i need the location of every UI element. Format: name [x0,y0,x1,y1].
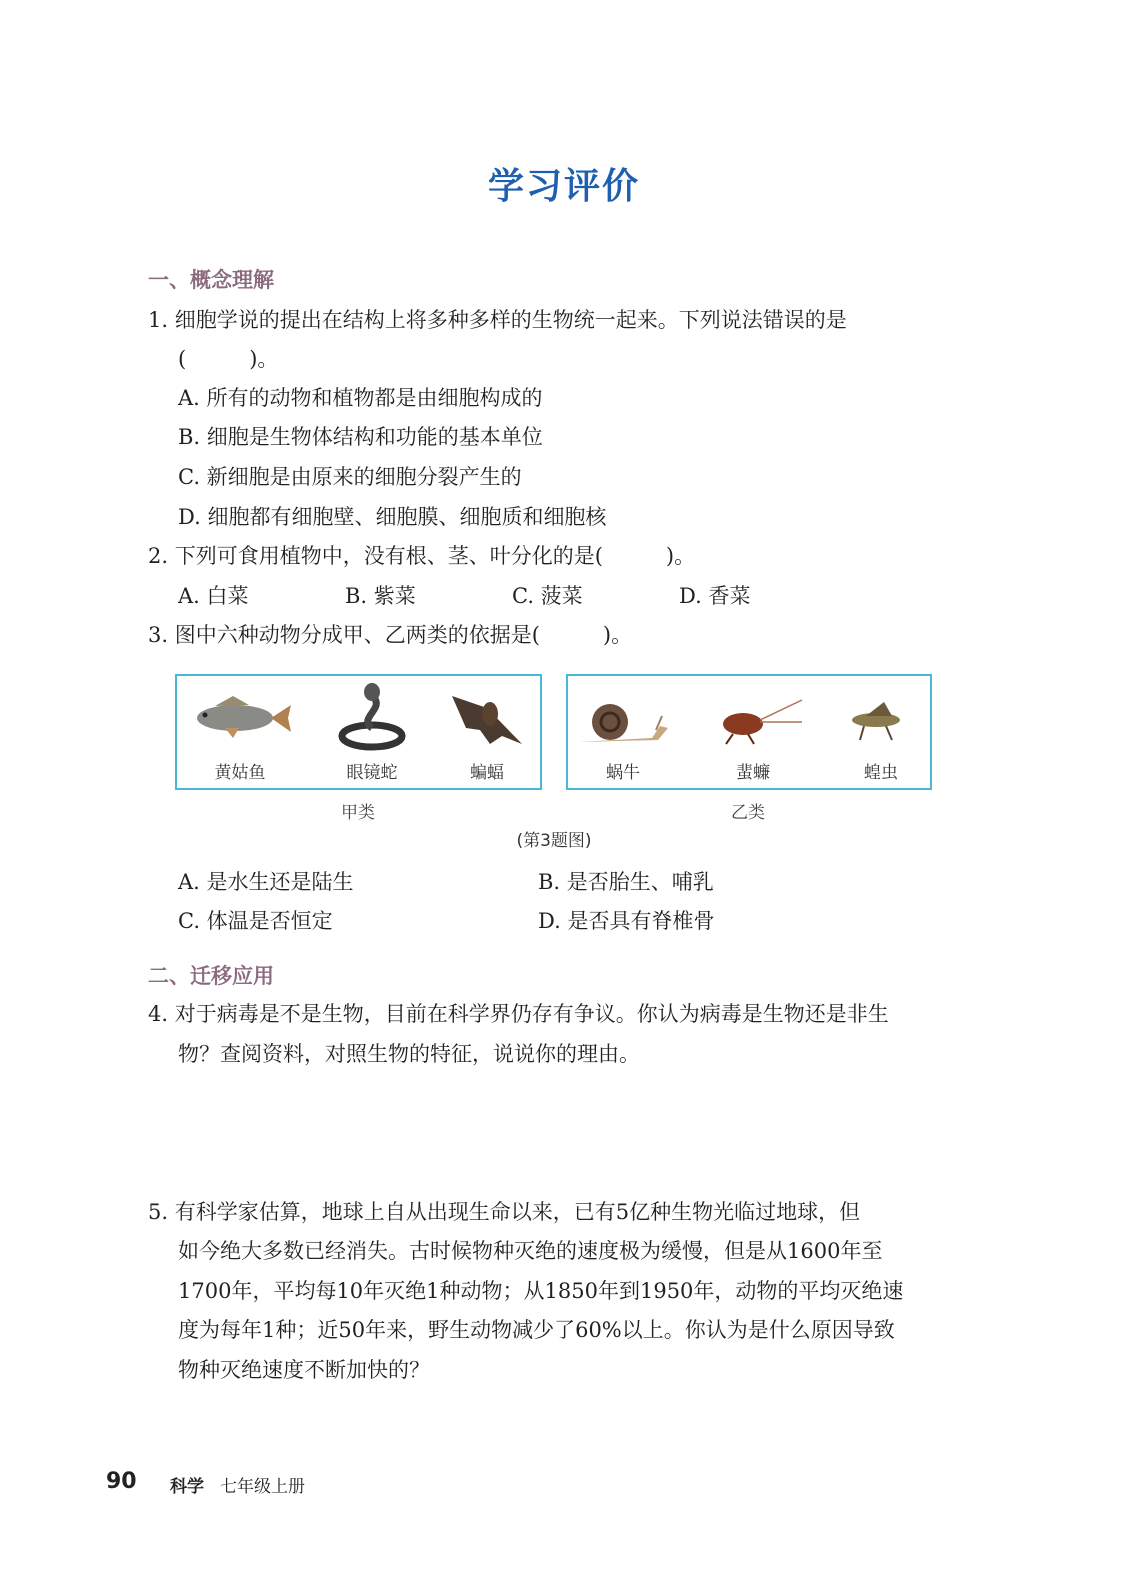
question-1-option-c: C. 新细胞是由原来的细胞分裂产生的 [178,465,522,489]
question-2-option-d: D. 香菜 [679,584,751,608]
group-jia-label: 甲类 [341,803,375,823]
animal-label: 蝗虫 [864,763,898,783]
question-3-option-b: B. 是否胎生、哺乳 [538,870,714,894]
group-yi-label: 乙类 [731,803,765,823]
animal-label: 蜚蠊 [736,763,770,783]
question-5-line-3: 1700年，平均每10年灭绝1种动物；从1850年到1950年，动物的平均灭绝速 [178,1279,904,1303]
question-2-text: 2. 下列可食用植物中，没有根、茎、叶分化的是( )。 [148,544,696,568]
group-jia-box [175,674,542,790]
question-1-option-b: B. 细胞是生物体结构和功能的基本单位 [178,425,543,449]
page-title: 学习评价 [487,166,640,207]
question-2-options [178,581,878,611]
animal-label: 眼镜蛇 [346,763,398,783]
question-3-option-a: A. 是水生还是陆生 [178,870,354,894]
animal-label: 黄姑鱼 [214,763,266,783]
question-3-options-row2 [178,906,878,936]
question-4-text: 4. 对于病毒是不是生物，目前在科学界仍存有争议。你认为病毒是生物还是非生 [148,1002,889,1026]
animal-bat [432,678,542,783]
fish-icon [185,678,295,754]
animal-locust [826,678,936,783]
section-heading-application: 二、迁移应用 [148,964,274,988]
bat-icon [432,678,542,754]
question-2-option-c: C. 菠菜 [512,584,583,608]
subject-label: 科学 [170,1477,204,1497]
animal-cockroach [698,678,808,783]
animal-label: 蜗牛 [606,763,640,783]
animal-snail [568,678,678,783]
animal-yellow-croaker [185,678,295,783]
question-5-line-4: 度为每年1种；近50年来，野生动物减少了60%以上。你认为是什么原因导致 [178,1318,895,1342]
cockroach-icon [698,678,808,754]
question-3-text: 3. 图中六种动物分成甲、乙两类的依据是( )。 [148,623,633,647]
question-2-option-b: B. 紫菜 [345,584,416,608]
snail-icon [568,678,678,754]
group-yi-box [566,674,932,790]
figure-caption: (第3题图) [516,831,592,851]
animal-cobra [317,678,427,783]
question-5-line-1: 5. 有科学家估算，地球上自从出现生命以来，已有5亿种生物光临过地球，但 [148,1200,861,1224]
question-3-option-d: D. 是否具有脊椎骨 [538,909,715,933]
question-5-line-2: 如今绝大多数已经消失。古时候物种灭绝的速度极为缓慢，但是从1600年至 [178,1239,883,1263]
question-3-options-row1 [178,867,878,897]
snake-icon [317,678,427,754]
page-number: 90 [106,1469,137,1494]
section-heading-concept: 一、概念理解 [148,268,274,292]
book-info [170,1472,305,1497]
question-5-line-5: 物种灭绝速度不断加快的？ [178,1358,430,1382]
question-4-text-cont: 物？查阅资料，对照生物的特征，说说你的理由。 [178,1042,640,1066]
question-1-option-a: A. 所有的动物和植物都是由细胞构成的 [178,386,543,410]
question-2-option-a: A. 白菜 [178,584,249,608]
locust-icon [826,678,936,754]
animal-label: 蝙蝠 [470,763,504,783]
question-1-blank: ( )。 [178,347,279,371]
question-1-option-d: D. 细胞都有细胞壁、细胞膜、细胞质和细胞核 [178,505,607,529]
grade-label: 七年级上册 [220,1477,305,1497]
question-3-option-c: C. 体温是否恒定 [178,909,333,933]
question-1-text: 1. 细胞学说的提出在结构上将多种多样的生物统一起来。下列说法错误的是 [148,308,847,332]
